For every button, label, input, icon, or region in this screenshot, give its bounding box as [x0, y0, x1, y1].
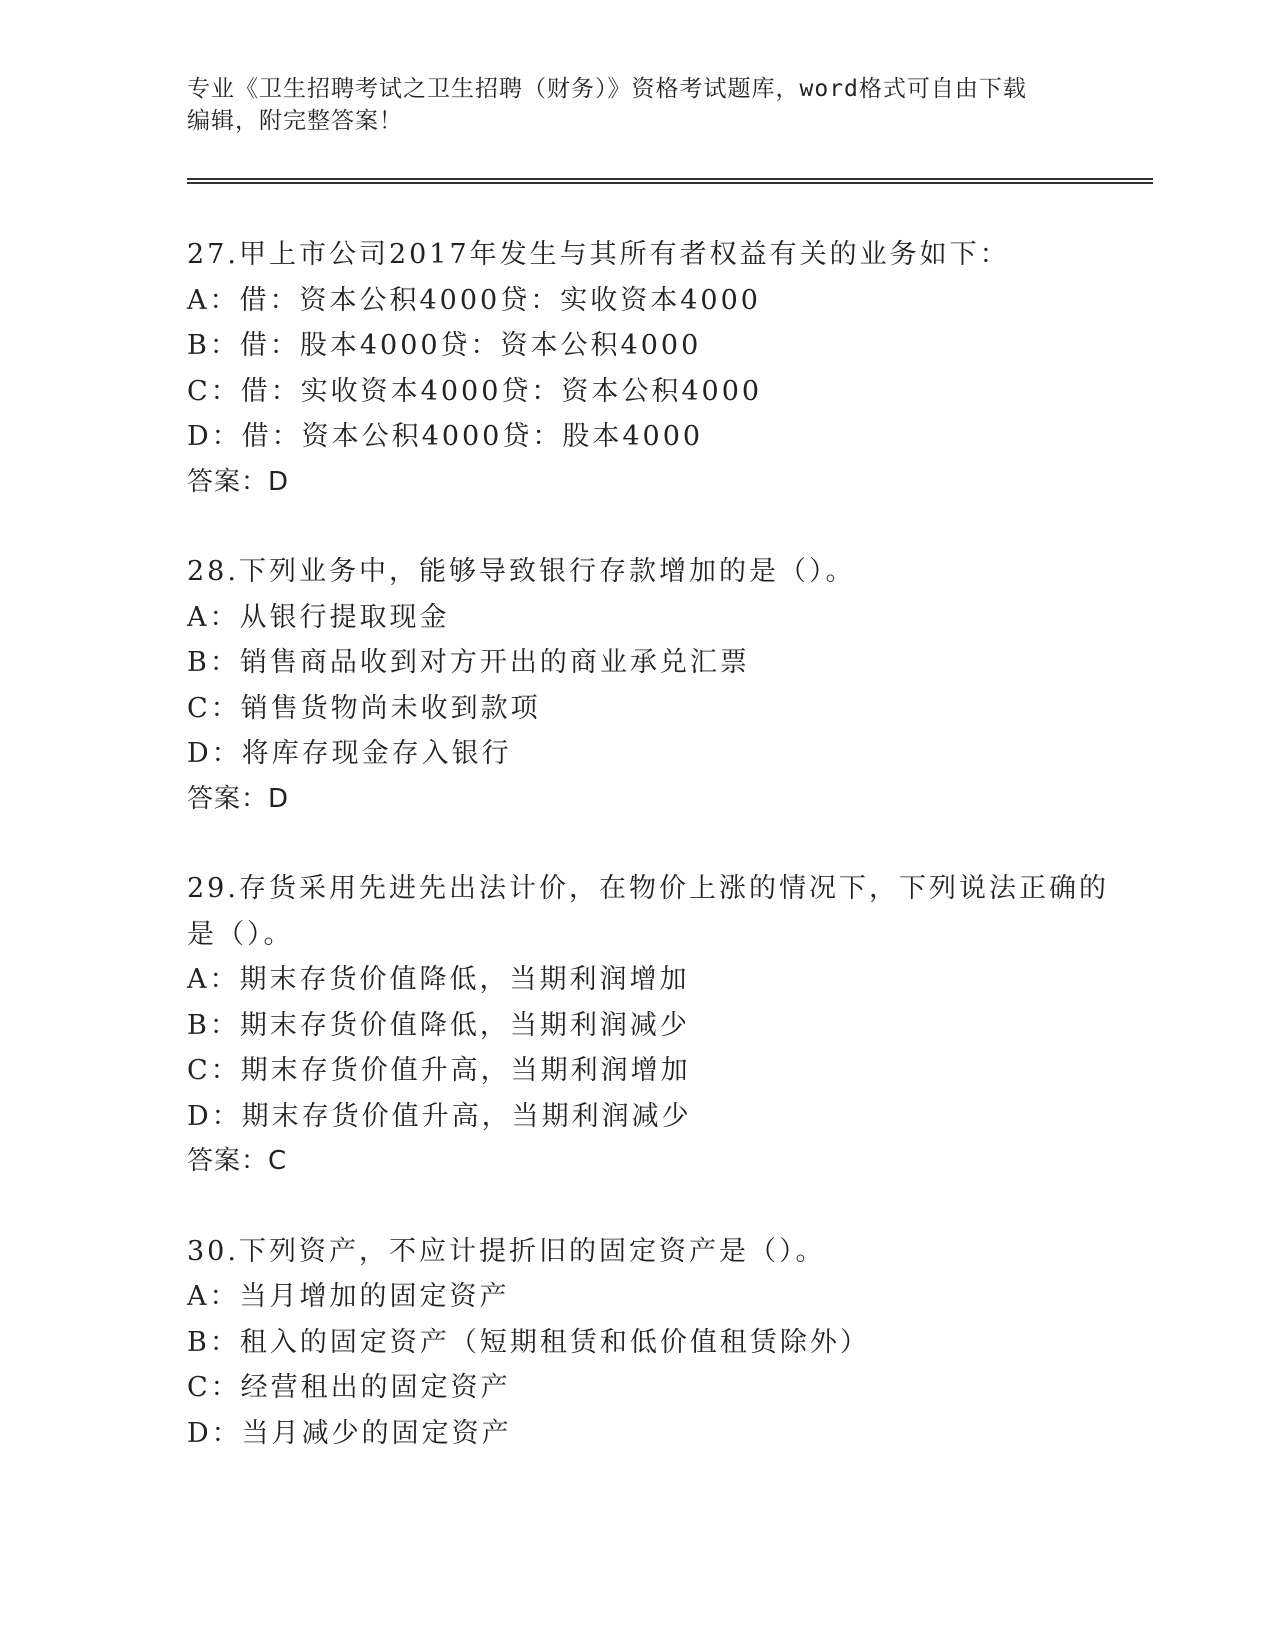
option-d: D：将库存现金存入银行: [187, 738, 512, 769]
option-a: A：当月增加的固定资产: [187, 1281, 510, 1312]
answer-line: 答案：C: [187, 1146, 288, 1176]
header-line-1: 专业《卫生招聘考试之卫生招聘（财务）》资格考试题库，word格式可自由下载: [187, 76, 1027, 102]
answer-line: 答案：D: [187, 783, 290, 814]
question-list: [187, 232, 1109, 1500]
answer-line: 答案：D: [187, 466, 290, 497]
question-27: [187, 232, 1087, 505]
question-stem-continued: 是（）。: [187, 918, 294, 950]
option-d: D：期末存货价值升高，当期利润减少: [187, 1100, 692, 1132]
option-b: B：期末存货价值降低，当期利润减少: [187, 1009, 690, 1041]
header-divider-top: [187, 178, 1153, 180]
question-stem: 28.下列业务中，能够导致银行存款增加的是（）。: [187, 556, 856, 587]
question-stem: 29.存货采用先进先出法计价，在物价上涨的情况下，下列说法正确的: [187, 873, 1109, 904]
header-divider-bottom: [187, 182, 1153, 184]
question-28: [187, 549, 1087, 822]
option-c: C：期末存货价值升高，当期利润增加: [187, 1055, 691, 1086]
option-d: D：借：资本公积4000贷：股本4000: [187, 421, 704, 452]
question-29: [187, 866, 1109, 1185]
header-line-2: 编辑，附完整答案！: [187, 108, 403, 134]
option-b: B：租入的固定资产（短期租赁和低价值租赁除外）: [187, 1326, 870, 1358]
document-header: [187, 73, 1087, 137]
option-b: B：销售商品收到对方开出的商业承兑汇票: [187, 647, 750, 678]
option-a: A：借：资本公积4000贷：实收资本4000: [187, 284, 761, 316]
option-d: D：当月减少的固定资产: [187, 1417, 512, 1449]
question-stem: 30.下列资产，不应计提折旧的固定资产是（）。: [187, 1235, 826, 1267]
question-stem: 27.甲上市公司2017年发生与其所有者权益有关的业务如下：: [187, 239, 1010, 270]
option-c: C：经营租出的固定资产: [187, 1372, 511, 1403]
option-a: A：期末存货价值降低，当期利润增加: [187, 964, 690, 995]
question-30: [187, 1229, 1087, 1457]
option-a: A：从银行提取现金: [187, 601, 450, 633]
option-b: B：借：股本4000贷：资本公积4000: [187, 330, 702, 361]
option-c: C：借：实收资本4000贷：资本公积4000: [187, 375, 763, 407]
option-c: C：销售货物尚未收到款项: [187, 692, 541, 724]
